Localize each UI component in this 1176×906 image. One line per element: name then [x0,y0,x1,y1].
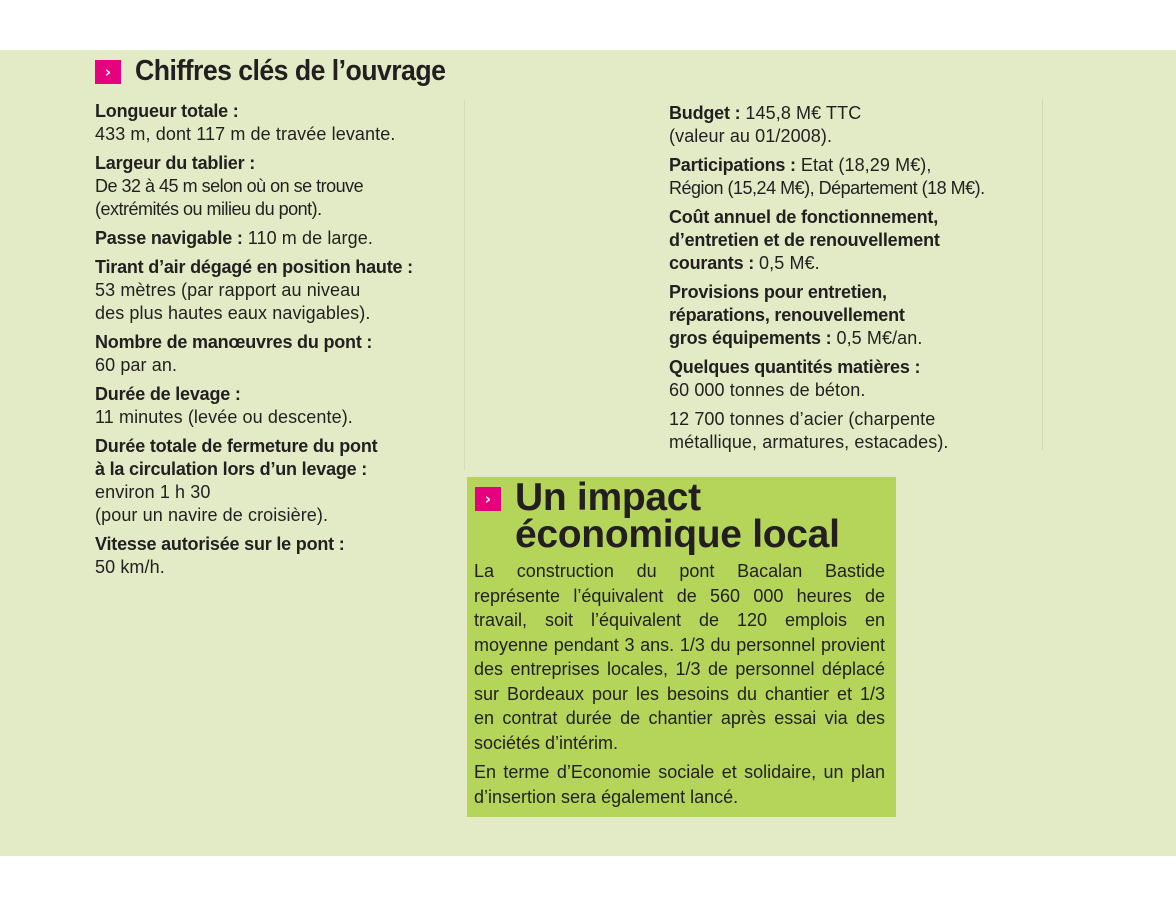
fact-label: Durée de levage : [95,384,241,404]
fact-label: Durée totale de fermeture du pont [95,436,378,456]
economic-impact-box [467,477,896,817]
key-figures-left-column [95,100,465,585]
fact-value: (pour un navire de croisière). [95,505,329,525]
fact-label: Nombre de manœuvres du pont : [95,332,373,352]
fact-value: 0,5 M€/an. [836,328,923,348]
fact-manoeuvres [95,331,465,377]
fact-value: Région (15,24 M€), Département (18 M€). [669,178,985,198]
fact-label: Quelques quantités matières : [669,357,921,377]
fact-air-draft [95,256,465,325]
fact-label: d’entretien et de renouvellement [669,230,940,250]
impact-heading [475,476,840,556]
fact-value: 145,8 M€ TTC [745,103,862,123]
fact-label: Passe navigable : [95,228,243,248]
fact-label: Provisions pour entretien, [669,282,887,302]
impact-body [474,559,885,814]
fact-value: (extrémités ou milieu du pont). [95,199,322,219]
section-title: Chiffres clés de l’ouvrage [135,55,446,87]
fact-value: 53 mètres (par rapport au niveau [95,280,361,300]
fact-value: 60 000 tonnes de béton. [669,380,866,400]
fact-value: environ 1 h 30 [95,482,211,502]
fact-speed-limit [95,533,465,579]
fact-annual-cost [669,206,1041,275]
fact-deck-width [95,152,465,221]
fact-value: De 32 à 45 m selon où on se trouve [95,176,364,196]
impact-title-line: économique local [515,513,840,556]
fact-label: Longueur totale : [95,101,239,121]
fact-value: 50 km/h. [95,557,165,577]
fact-value: 0,5 M€. [759,253,820,273]
fact-label: à la circulation lors d’un levage : [95,459,368,479]
fact-value: 110 m de large. [247,228,373,248]
fact-value: 433 m, dont 117 m de travée levante. [95,124,396,144]
chevron-right-icon: › [475,487,501,511]
column-divider-right [1042,100,1043,450]
impact-title [515,476,840,556]
fact-value: Etat (18,29 M€), [800,155,932,175]
impact-title-line: Un impact [515,476,701,519]
fact-label: Participations : [669,155,796,175]
fact-label: courants : [669,253,755,273]
fact-value: (valeur au 01/2008). [669,126,833,146]
fact-label: Vitesse autorisée sur le pont : [95,534,345,554]
fact-label: Largeur du tablier : [95,153,256,173]
impact-paragraph: En terme d’Economie sociale et solidaire, un plan d’insertion sera également lancé. [474,762,885,807]
chevron-right-icon: › [95,60,121,84]
fact-label: Budget : [669,103,741,123]
fact-label: Tirant d’air dégagé en position haute : [95,257,413,277]
fact-budget [669,102,1041,148]
fact-participations [669,154,1041,200]
impact-paragraph: La construction du pont Bacalan Bastide représente l’équivalent de 560 000 heures de travail, soit l’équivalent de 120 emplois en moyenne pendant 3 ans. 1/3 du personnel provient des entreprises locales, 1/3 de personnel déplacé sur Bordeaux pour les besoins du chantier et 1/3 en contrat durée de chantier après essai via des sociétés d’intérim. [474,561,885,753]
fact-value: 11 minutes (levée ou descente). [95,407,353,427]
fact-steel [669,408,1041,454]
fact-value: 12 700 tonnes d’acier (charpente [669,409,936,429]
fact-label: réparations, renouvellement [669,305,905,325]
fact-label: Coût annuel de fonctionnement, [669,207,938,227]
fact-provisions [669,281,1041,350]
fact-lift-duration [95,383,465,429]
fact-quantities [669,356,1041,402]
fact-closure-duration [95,435,465,527]
fact-length [95,100,465,146]
fact-value: métallique, armatures, estacades). [669,432,949,452]
fact-value: des plus hautes eaux navigables). [95,303,371,323]
fact-navigable-channel [95,227,465,250]
fact-label: gros équipements : [669,328,832,348]
fact-value: 60 par an. [95,355,178,375]
key-figures-right-column [669,102,1041,460]
section-heading [95,55,472,88]
